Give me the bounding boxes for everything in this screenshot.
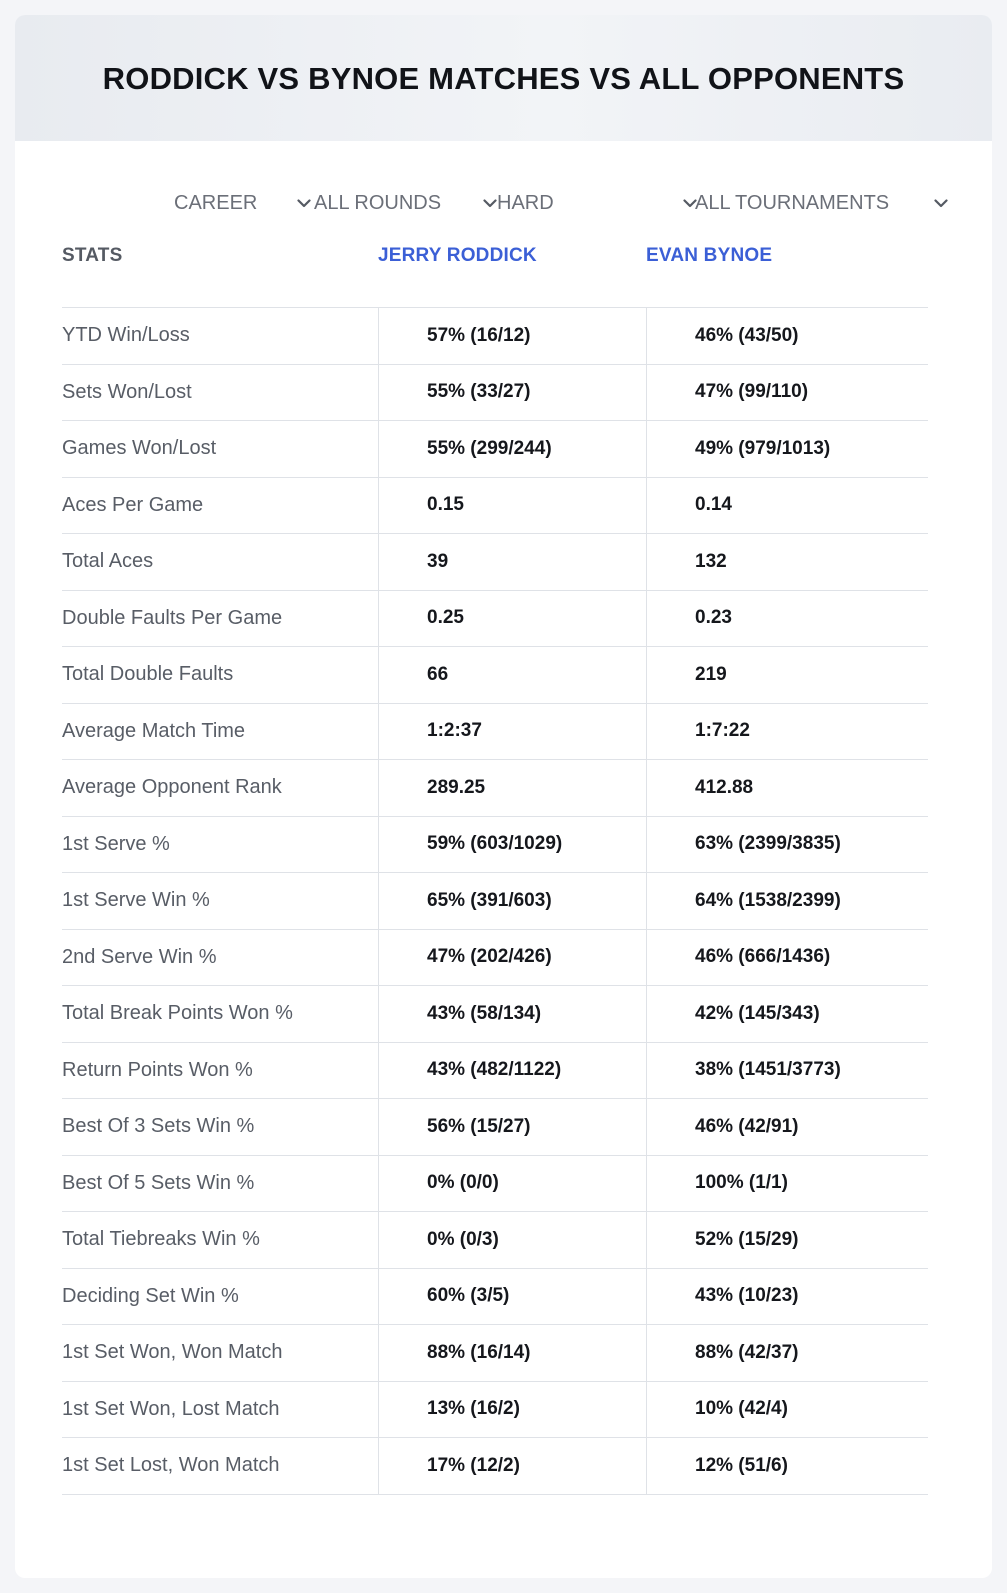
player1-value: 55% (299/244) [378,421,646,477]
table-row [62,421,928,478]
table-row [62,1382,928,1439]
player2-value: 52% (15/29) [646,1212,928,1268]
chevron-down-icon [296,195,312,211]
table-row [62,365,928,422]
column-header-player1[interactable]: JERRY RODDICK [378,245,537,266]
player2-value: 132 [646,534,928,590]
chevron-down-icon [933,195,949,211]
table-row [62,1325,928,1382]
stat-label: Aces Per Game [62,493,204,516]
chevron-down-icon [482,195,498,211]
player1-value: 13% (16/2) [378,1382,646,1438]
player1-value: 47% (202/426) [378,930,646,986]
player1-value: 39 [378,534,646,590]
player1-value: 56% (15/27) [378,1099,646,1155]
player2-value: 1:7:22 [646,704,928,760]
stat-label: 1st Set Won, Lost Match [62,1397,280,1420]
surface-dropdown[interactable] [497,188,698,218]
stat-label: Games Won/Lost [62,437,217,460]
table-row [62,1212,928,1269]
player2-value: 64% (1538/2399) [646,873,928,929]
player2-value: 0.14 [646,478,928,534]
stat-label: YTD Win/Loss [62,324,190,347]
player2-value: 412.88 [646,760,928,816]
player1-value: 0% (0/3) [378,1212,646,1268]
table-row [62,704,928,761]
stat-label: Sets Won/Lost [62,380,192,403]
stat-label: 1st Set Lost, Won Match [62,1454,280,1477]
player1-value: 88% (16/14) [378,1325,646,1381]
player2-value: 46% (666/1436) [646,930,928,986]
table-row [62,1438,928,1495]
table-row [62,534,928,591]
player2-value: 43% (10/23) [646,1269,928,1325]
player2-value: 46% (42/91) [646,1099,928,1155]
player2-value: 88% (42/37) [646,1325,928,1381]
player1-value: 43% (482/1122) [378,1043,646,1099]
player1-value: 55% (33/27) [378,365,646,421]
period-dropdown-value: CAREER [174,191,258,214]
surface-dropdown-value: HARD [497,191,554,214]
stat-label: 1st Serve % [62,832,170,855]
player2-value: 46% (43/50) [646,308,928,364]
player2-value: 47% (99/110) [646,365,928,421]
table-row [62,1043,928,1100]
column-header-stats: STATS [62,245,123,266]
stat-label: Average Match Time [62,719,246,742]
stat-label: Deciding Set Win % [62,1284,239,1307]
table-row [62,760,928,817]
table-row [62,647,928,704]
table-row [62,591,928,648]
player1-value: 1:2:37 [378,704,646,760]
player2-value: 10% (42/4) [646,1382,928,1438]
stat-label: Total Double Faults [62,663,234,686]
stat-label: 1st Set Won, Won Match [62,1341,283,1364]
stats-card [15,15,992,1578]
rounds-dropdown-value: ALL ROUNDS [314,191,442,214]
player1-value: 57% (16/12) [378,308,646,364]
stat-label: Best Of 3 Sets Win % [62,1115,255,1138]
player1-value: 289.25 [378,760,646,816]
filter-bar [15,141,992,267]
player1-value: 60% (3/5) [378,1269,646,1325]
tournaments-dropdown-value: ALL TOURNAMENTS [695,191,890,214]
tournaments-dropdown[interactable] [695,188,949,218]
player1-value: 59% (603/1029) [378,817,646,873]
player1-value: 0.25 [378,591,646,647]
player2-value: 0.23 [646,591,928,647]
player1-value: 17% (12/2) [378,1438,646,1494]
stat-label: Total Aces [62,550,154,573]
stat-label: Best Of 5 Sets Win % [62,1171,255,1194]
player2-value: 12% (51/6) [646,1438,928,1494]
player2-value: 219 [646,647,928,703]
column-header-player2[interactable]: EVAN BYNOE [646,245,773,266]
player2-value: 49% (979/1013) [646,421,928,477]
stat-label: 1st Serve Win % [62,889,210,912]
stat-label: 2nd Serve Win % [62,945,217,968]
player2-value: 100% (1/1) [646,1156,928,1212]
table-row [62,873,928,930]
table-row [62,986,928,1043]
player2-value: 38% (1451/3773) [646,1043,928,1099]
stat-label: Double Faults Per Game [62,606,283,629]
table-row [62,930,928,987]
stat-label: Return Points Won % [62,1058,253,1081]
player1-value: 43% (58/134) [378,986,646,1042]
rounds-dropdown[interactable] [314,188,498,218]
table-row [62,817,928,874]
stat-label: Average Opponent Rank [62,776,282,799]
player1-value: 66 [378,647,646,703]
player1-value: 0.15 [378,478,646,534]
stat-label: Total Tiebreaks Win % [62,1228,260,1251]
player1-value: 0% (0/0) [378,1156,646,1212]
table-row [62,1156,928,1213]
table-row [62,1269,928,1326]
stats-table [62,307,928,1495]
page-title: RODDICK VS BYNOE MATCHES VS ALL OPPONENTS [102,61,905,96]
stat-label: Total Break Points Won % [62,1002,293,1025]
player1-value: 65% (391/603) [378,873,646,929]
period-dropdown[interactable] [174,188,312,218]
table-row [62,308,928,365]
player2-value: 63% (2399/3835) [646,817,928,873]
player2-value: 42% (145/343) [646,986,928,1042]
card-header [15,15,992,141]
table-row [62,478,928,535]
table-row [62,1099,928,1156]
